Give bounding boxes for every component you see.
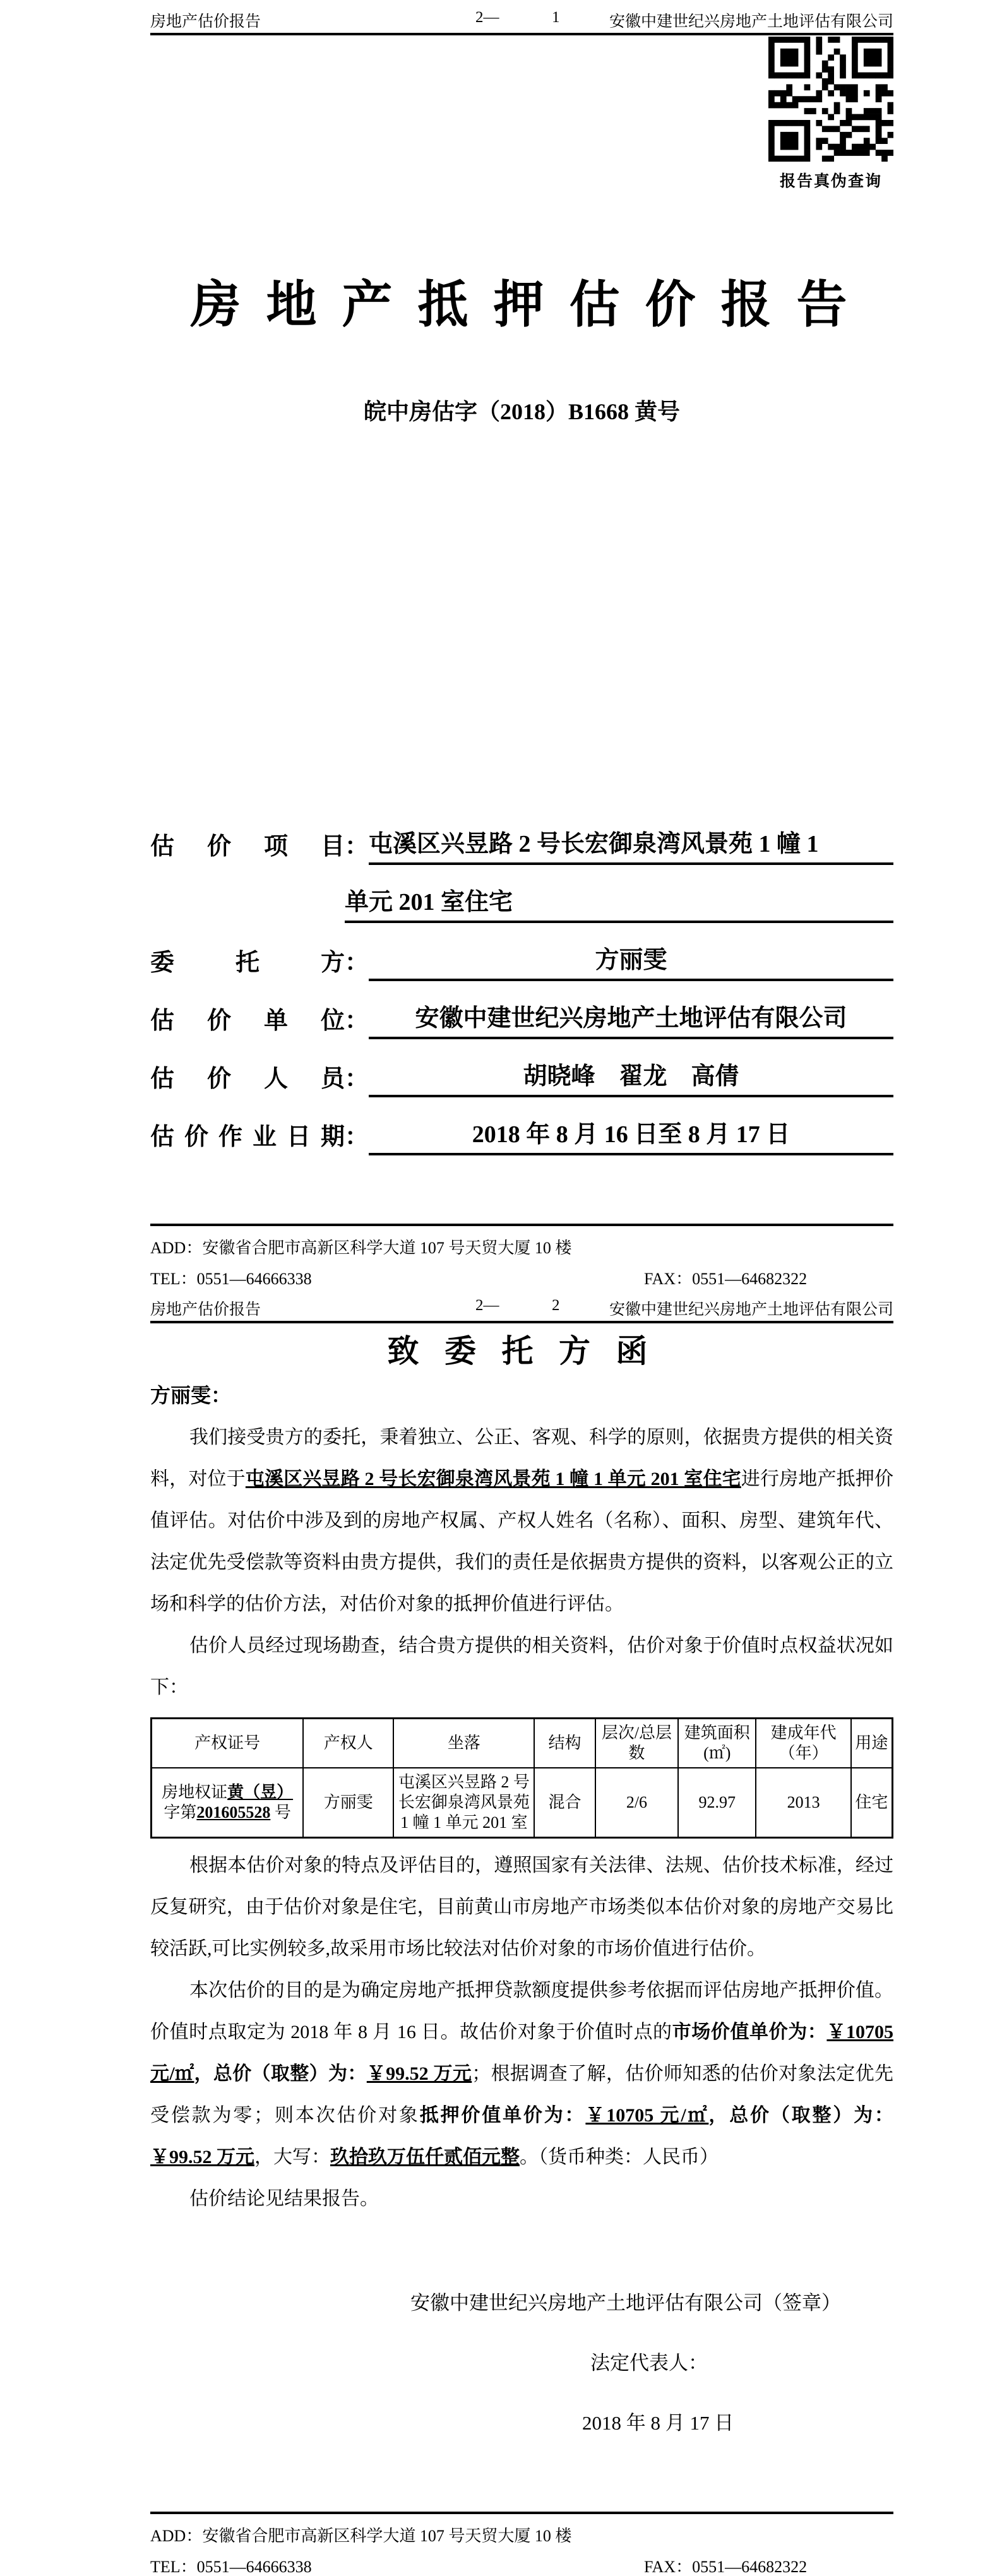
form-label-appraisers: 估价人员 bbox=[150, 1066, 345, 1093]
footer-tel: TEL：0551—64666338 bbox=[150, 1270, 312, 1288]
paragraph-inspection: 估价人员经过现场勘查，结合贵方提供的相关资料，估价对象于价值时点权益状况如下： bbox=[150, 1635, 893, 1698]
table-header-row bbox=[152, 1719, 893, 1768]
salutation: 方丽雯： bbox=[150, 1384, 232, 1407]
table-data-row bbox=[152, 1768, 893, 1838]
cell-year: 2013 bbox=[756, 1768, 850, 1838]
form-label-client: 委托方 bbox=[150, 950, 345, 977]
form-label-empty bbox=[150, 919, 345, 923]
form-row-appraisers bbox=[150, 1039, 893, 1097]
running-footer bbox=[150, 1224, 893, 1287]
rights-status-table bbox=[150, 1717, 893, 1839]
cell-area: 92.97 bbox=[678, 1768, 756, 1838]
form-colon: ： bbox=[345, 950, 369, 976]
cell-owner: 方丽雯 bbox=[303, 1768, 393, 1838]
col-header-structure: 结构 bbox=[534, 1719, 595, 1768]
paragraph-valuation-result: 本次估价的目的是为确定房地产抵押贷款额度提供参考依据而评估房地产抵押价值。价值时点取定为 2018 年 8 月 16 日。故估价对象于价值时点的市场价值单价为：￥10705 元/㎡，总价（取整）为：￥99.52 万元；根据调查了解，估价师知悉的估价对象法定优先受偿款为零；则本次估价对象抵押价值单价为：￥10705 元/㎡，总价（取整）为：￥99.52 万元，大写：玖拾玖万伍仟贰佰元整。（货币种类：人民币） bbox=[150, 1980, 894, 2168]
signature-block bbox=[410, 2291, 897, 2436]
cell-location: 屯溪区兴昱路 2 号长宏御泉湾风景苑 1 幢 1 单元 201 室 bbox=[393, 1768, 534, 1838]
paragraph-method: 根据本估价对象的特点及评估目的，遵照国家有关法律、法规、估价技术标准，经过反复研究，由于估价对象是住宅，目前黄山市房地产市场类似本估价对象的房地产交易比较活跃,可比实例较多,故采用市场比较法对估价对象的市场价值进行估价。 bbox=[150, 1855, 893, 1959]
report-number: 皖中房估字（2018）B1668 黄号 bbox=[363, 399, 680, 424]
signature-legal-rep: 法定代表人： bbox=[590, 2352, 708, 2374]
footer-rule bbox=[150, 1224, 893, 1226]
form-label-agency: 估价单位 bbox=[150, 1008, 345, 1035]
page-number: 1 bbox=[552, 9, 560, 26]
paragraph-conclusion-ref: 估价结论见结果报告。 bbox=[189, 2188, 379, 2209]
form-row-project-cont bbox=[150, 865, 893, 923]
cell-structure: 混合 bbox=[534, 1768, 595, 1838]
paragraph-engagement: 我们接受贵方的委托，秉着独立、公正、客观、科学的原则，依据贵方提供的相关资料，对位于屯溪区兴昱路 2 号长宏御泉湾风景苑 1 幢 1 单元 201 室住宅进行房地产抵押价值评估。对估价中涉及到的房地产权属、产权人姓名（名称）、面积、房型、建筑年代、法定优先受偿款等资料由贵方提供，我们的责任是依据贵方提供的资料，以客观公正的立场和科学的估价方法，对估价对象的抵押价值进行评估。 bbox=[150, 1427, 894, 1614]
qr-code bbox=[768, 37, 893, 165]
col-header-owner: 产权人 bbox=[303, 1719, 393, 1768]
letter-title: 致 委 托 方 函 bbox=[387, 1333, 657, 1369]
footer-fax: FAX：0551—64682322 bbox=[644, 2558, 808, 2576]
cover-form bbox=[150, 807, 893, 1155]
col-header-cert-no: 产权证号 bbox=[152, 1719, 304, 1768]
form-colon: ： bbox=[345, 1008, 369, 1034]
cell-cert-no: 房地权证黄（昱）字第201605528 号 bbox=[152, 1768, 304, 1838]
page-count-prefix: 2— bbox=[475, 9, 499, 26]
footer-address: ADD：安徽省合肥市高新区科学大道 107 号天贸大厦 10 楼 bbox=[150, 1239, 572, 1257]
form-row-project bbox=[150, 807, 893, 865]
letter-body bbox=[150, 1381, 893, 2220]
page-2 bbox=[0, 1288, 1002, 2576]
running-header-doc-title: 房地产估价报告 bbox=[150, 1301, 261, 1318]
footer-rule bbox=[150, 2512, 893, 2514]
header-rule bbox=[150, 33, 893, 35]
footer-tel-fax bbox=[150, 2554, 893, 2576]
form-value-project-line1: 屯溪区兴昱路 2 号长宏御泉湾风景苑 1 幢 1 bbox=[369, 830, 893, 866]
footer-address: ADD：安徽省合肥市高新区科学大道 107 号天贸大厦 10 楼 bbox=[150, 2527, 572, 2545]
signature-date: 2018 年 8 月 17 日 bbox=[582, 2412, 734, 2434]
form-label-project: 估价项目 bbox=[150, 833, 345, 861]
form-row-client bbox=[150, 923, 893, 981]
running-header-doc-title: 房地产估价报告 bbox=[150, 13, 261, 30]
col-header-location: 坐落 bbox=[393, 1719, 534, 1768]
col-header-year: 建成年代（年） bbox=[756, 1719, 850, 1768]
qr-caption: 报告真伪查询 bbox=[779, 173, 882, 190]
running-header-company: 安徽中建世纪兴房地产土地评估有限公司 bbox=[609, 1301, 893, 1318]
page-count-prefix: 2— bbox=[475, 1297, 499, 1314]
footer-tel-fax bbox=[150, 1266, 893, 1288]
page-number: 2 bbox=[552, 1297, 560, 1314]
form-colon: ： bbox=[345, 1066, 369, 1092]
footer-tel: TEL：0551—64666338 bbox=[150, 2558, 312, 2576]
cell-floor: 2/6 bbox=[595, 1768, 678, 1838]
running-header-company: 安徽中建世纪兴房地产土地评估有限公司 bbox=[609, 13, 893, 30]
signature-company: 安徽中建世纪兴房地产土地评估有限公司（签章） bbox=[410, 2292, 841, 2314]
form-row-agency bbox=[150, 981, 893, 1039]
qr-block bbox=[768, 37, 893, 191]
form-value-work-date: 2018 年 8 月 16 日至 8 月 17 日 bbox=[369, 1120, 893, 1156]
cell-use: 住宅 bbox=[851, 1768, 893, 1838]
form-row-work-date bbox=[150, 1097, 893, 1155]
running-footer bbox=[150, 2512, 893, 2575]
form-colon: ： bbox=[345, 833, 369, 860]
form-value-client: 方丽雯 bbox=[369, 946, 893, 982]
form-value-project-line2: 单元 201 室住宅 bbox=[345, 888, 893, 924]
form-value-agency: 安徽中建世纪兴房地产土地评估有限公司 bbox=[369, 1004, 893, 1040]
form-value-appraisers: 胡晓峰 翟龙 高倩 bbox=[369, 1062, 893, 1098]
report-title: 房 地 产 抵 押 估 价 报 告 bbox=[190, 278, 854, 333]
header-rule bbox=[150, 1321, 893, 1323]
col-header-floor: 层次/总层数 bbox=[595, 1719, 678, 1768]
footer-fax: FAX：0551—64682322 bbox=[644, 1270, 808, 1288]
running-header bbox=[150, 9, 893, 32]
form-colon: ： bbox=[345, 1124, 369, 1150]
running-header bbox=[150, 1297, 893, 1320]
col-header-use: 用途 bbox=[851, 1719, 893, 1768]
form-label-work-date: 估价作业日期 bbox=[150, 1124, 345, 1151]
col-header-area: 建筑面积(㎡) bbox=[678, 1719, 756, 1768]
